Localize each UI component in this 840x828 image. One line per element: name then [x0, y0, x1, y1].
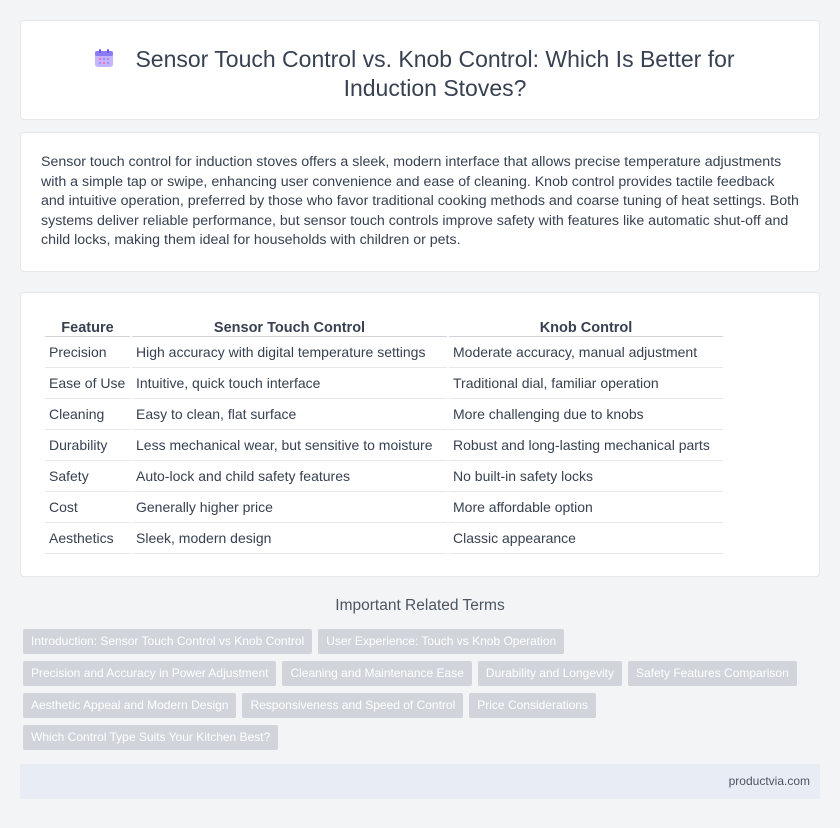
table-row	[45, 368, 723, 399]
knob-cell: No built-in safety locks	[449, 461, 723, 492]
page-title: Sensor Touch Control vs. Knob Control: Which Is Better for Induction Stoves?	[135, 46, 735, 101]
related-term-tag[interactable]: Aesthetic Appeal and Modern Design	[23, 693, 236, 718]
knob-cell: More affordable option	[449, 492, 723, 523]
table-row	[45, 337, 723, 368]
knob-cell: Classic appearance	[449, 523, 723, 554]
knob-cell: Moderate accuracy, manual adjustment	[449, 337, 723, 368]
table-row	[45, 523, 723, 554]
feature-cell: Aesthetics	[45, 523, 130, 554]
sensor-cell: Generally higher price	[132, 492, 447, 523]
table-row	[45, 461, 723, 492]
knob-cell: Robust and long-lasting mechanical parts	[449, 430, 723, 461]
header-knob: Knob Control	[449, 313, 723, 337]
related-term-tag[interactable]: Durability and Longevity	[478, 661, 622, 686]
feature-cell: Safety	[45, 461, 130, 492]
table-row	[45, 399, 723, 430]
header-card	[20, 20, 820, 120]
feature-cell: Ease of Use	[45, 368, 130, 399]
knob-cell: Traditional dial, familiar operation	[449, 368, 723, 399]
header-feature: Feature	[45, 313, 130, 337]
footer	[20, 764, 820, 799]
summary-card	[20, 132, 820, 272]
sensor-cell: Easy to clean, flat surface	[132, 399, 447, 430]
table-row	[45, 430, 723, 461]
summary-text: Sensor touch control for induction stoves offers a sleek, modern interface that allows precise temperature adjustments with a simple tap or swipe, enhancing user convenience and ease of cleaning. Knob control provides tactile feedback and intuitive operation, preferred by those who favor traditional cooking methods and coarse tuning of heat settings. Both systems deliver reliable performance, but sensor touch controls improve safety with features like automatic shut-off and child locks, making them ideal for households with children or pets.	[41, 154, 799, 249]
related-term-tag[interactable]: Price Considerations	[469, 693, 596, 718]
comparison-card	[20, 292, 820, 577]
feature-cell: Durability	[45, 430, 130, 461]
related-term-tag[interactable]: Precision and Accuracy in Power Adjustment	[23, 661, 276, 686]
related-term-tag[interactable]: Cleaning and Maintenance Ease	[282, 661, 471, 686]
feature-cell: Precision	[45, 337, 130, 368]
sensor-cell: Auto-lock and child safety features	[132, 461, 447, 492]
related-term-tag[interactable]: User Experience: Touch vs Knob Operation	[318, 629, 564, 654]
related-terms-list	[23, 629, 803, 750]
table-header-row	[45, 313, 723, 337]
knob-cell: More challenging due to knobs	[449, 399, 723, 430]
related-terms-title: Important Related Terms	[335, 597, 505, 614]
related-term-tag[interactable]: Responsiveness and Speed of Control	[242, 693, 463, 718]
sensor-cell: Intuitive, quick touch interface	[132, 368, 447, 399]
sensor-cell: High accuracy with digital temperature settings	[132, 337, 447, 368]
comparison-table	[43, 313, 725, 554]
feature-cell: Cost	[45, 492, 130, 523]
feature-cell: Cleaning	[45, 399, 130, 430]
table-row	[45, 492, 723, 523]
header-sensor-touch: Sensor Touch Control	[132, 313, 447, 337]
related-term-tag[interactable]: Which Control Type Suits Your Kitchen Best?	[23, 725, 278, 750]
footer-source-link[interactable]: productvia.com	[728, 774, 810, 788]
related-term-tag[interactable]: Safety Features Comparison	[628, 661, 797, 686]
sensor-cell: Sleek, modern design	[132, 523, 447, 554]
sensor-cell: Less mechanical wear, but sensitive to moisture	[132, 430, 447, 461]
related-term-tag[interactable]: Introduction: Sensor Touch Control vs Knob Control	[23, 629, 312, 654]
